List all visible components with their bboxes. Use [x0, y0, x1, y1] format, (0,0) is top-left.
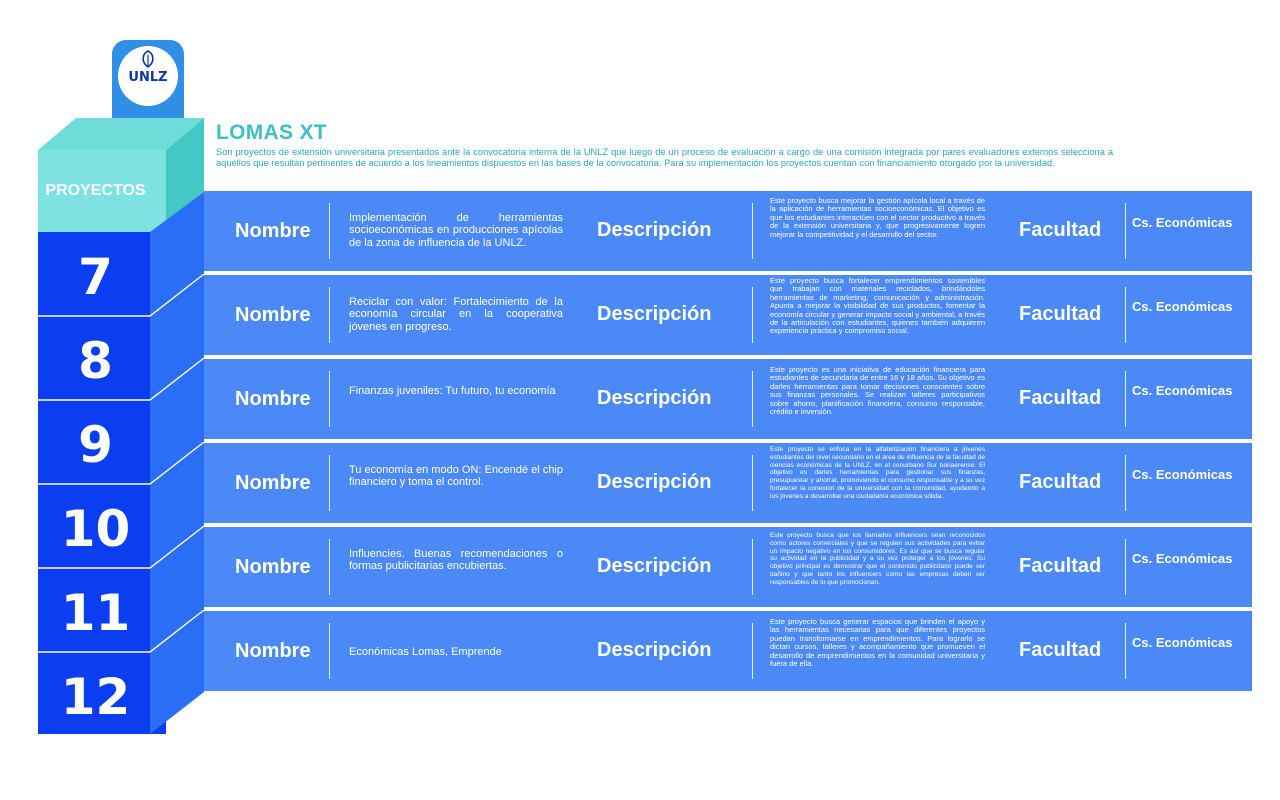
- divider: [329, 203, 330, 259]
- faculty-label: Facultad: [1019, 555, 1102, 577]
- project-faculty: Cs. Económicas: [1132, 299, 1233, 314]
- faculty-label: Facultad: [1019, 219, 1102, 241]
- divider: [329, 539, 330, 595]
- name-label: Nombre: [235, 388, 311, 410]
- divider: [752, 623, 753, 679]
- project-name: Finanzas juveniles: Tu futuro, tu economía: [349, 385, 556, 397]
- project-number: 7: [78, 248, 113, 306]
- divider: [329, 371, 330, 427]
- divider: [329, 287, 330, 343]
- pillar-front: [38, 232, 166, 734]
- project-description: Este proyecto busca fortalecer emprendimientos sostenibles que trabajan con materiales reciclados, brindándoles herramientas de marketing, comunicación y administración. Apunta a mejorar la visibilidad de sus productos, fomentar la economía circular y generar impacto social y ambiental, a través de la articulación con estudiantes, quienes también adquieren experiencia práctica y compromiso social.: [770, 276, 985, 336]
- divider: [752, 539, 753, 595]
- faculty-label: Facultad: [1019, 387, 1102, 409]
- pillar-label: PROYECTOS: [45, 182, 146, 199]
- project-name: Reciclar con valor: Fortalecimiento de la economía circular en la cooperativa jóvenes en progreso.: [349, 296, 563, 333]
- project-faculty: Cs. Económicas: [1132, 467, 1233, 482]
- description-label: Descripción: [597, 387, 712, 409]
- project-row: [204, 527, 1252, 607]
- logo-text: UNLZ: [128, 70, 168, 85]
- divider: [1125, 539, 1126, 595]
- name-label: Nombre: [235, 220, 311, 242]
- page-description: Son proyectos de extensión universitaria presentados ante la convocatoria interna de la UNLZ que luego de un proceso de evaluación a cargo de una comisión integrada por pares evaluadores externos selecciona a aquellos que resultan pertinentes de acuerdo a los lineamientos dispuestos en las bases de la convocatoria. Para su implementación los proyectos cuentan con financiamiento otorgado por la universidad.: [216, 147, 1113, 168]
- project-name: Tu economía en modo ON: Encendé el chip financiero y toma el control.: [349, 464, 563, 489]
- project-description: Este proyecto busca mejorar la gestión apícola local a través de la aplicación de herramientas socioeconómicas. El objetivo es que los estudiantes interactúen con el sector productivo a través de la extensión universitaria y, que progresivamente logren mejorar la competitividad y el desarrollo del sector.: [770, 196, 985, 239]
- project-row: [204, 611, 1252, 691]
- project-description: Este proyecto se enfoca en la alfabetización financiera a jóvenes estudiantes del nivel secundario en el área de influencia de la facultad de ciencias económicas de la UNLZ, en el conurbano Sur bonaerense. El objetivo es darles herramientas para gestionar sus finanzas, presupuestar y ahorrar, promoviendo el consumo responsable y a su vez fortalecer la conexión de la universidad con la comunidad, ayudando a los jóvenes a desarrollar una ciudadanía económica sólida.: [770, 446, 985, 500]
- project-name: Influencies. Buenas recomendaciones o formas publicitarias encubiertas.: [349, 548, 563, 573]
- divider: [1125, 371, 1126, 427]
- divider: [329, 623, 330, 679]
- description-label: Descripción: [597, 471, 712, 493]
- faculty-label: Facultad: [1019, 303, 1102, 325]
- divider: [1125, 203, 1126, 259]
- faculty-label: Facultad: [1019, 471, 1102, 493]
- project-number: 12: [60, 668, 131, 726]
- project-number: 10: [60, 500, 131, 558]
- name-label: Nombre: [235, 640, 311, 662]
- divider: [329, 455, 330, 511]
- project-faculty: Cs. Económicas: [1132, 383, 1233, 398]
- project-description: Este proyecto es una iniciativa de educación financiera para estudiantes de secundaria de entre 16 y 18 años. Su objetivo es darles herramientas para tomar decisiones conscientes sobre sus finanzas personales. Se realizan talleres participativos sobre ahorro, planificación financiera, consumo responsable, crédito e inversión.: [770, 365, 985, 417]
- project-row: [204, 275, 1252, 355]
- project-number: 8: [78, 332, 113, 390]
- name-label: Nombre: [235, 304, 311, 326]
- description-label: Descripción: [597, 555, 712, 577]
- project-number: 11: [60, 584, 131, 642]
- divider: [1125, 287, 1126, 343]
- divider: [752, 455, 753, 511]
- divider: [752, 203, 753, 259]
- project-faculty: Cs. Económicas: [1132, 551, 1233, 566]
- divider: [752, 371, 753, 427]
- faculty-label: Facultad: [1019, 639, 1102, 661]
- name-label: Nombre: [235, 472, 311, 494]
- page-title: LOMAS XT: [216, 121, 327, 144]
- project-name: Implementación de herramientas socioeconómicas en producciones apícolas de la zona de influencia de la UNLZ.: [349, 212, 563, 249]
- project-row: [204, 359, 1252, 439]
- project-faculty: Cs. Económicas: [1132, 635, 1233, 650]
- project-row: [204, 191, 1252, 271]
- project-name: Económicas Lomas, Emprende: [349, 646, 502, 658]
- project-faculty: Cs. Económicas: [1132, 215, 1233, 230]
- project-number: 9: [78, 416, 113, 474]
- description-label: Descripción: [597, 219, 712, 241]
- divider: [1125, 455, 1126, 511]
- description-label: Descripción: [597, 639, 712, 661]
- divider: [752, 287, 753, 343]
- project-description: Este proyecto busca generar espacios que brinden el apoyo y las herramientas necesarias para que diferentes proyectos puedan transformarse en emprendimientos. Para lograrlo se dictan cursos, talleres y acompañamiento que promueven el desarrollo de emprendimientos en la comunidad universitaria y fuera de ella.: [770, 617, 985, 669]
- name-label: Nombre: [235, 556, 311, 578]
- description-label: Descripción: [597, 303, 712, 325]
- project-description: Este proyecto busca que los llamados influencers sean reconocidos como actores comerciales y que se regulen sus actividades para evitar un impacto negativo en los consumidores. Es así que se busca regular su actividad en la publicidad y a su vez proteger a los jóvenes. Su objetivo principal es demostrar que el contenido publicitario puede ser dañino y que tanto los influencers como las empresas deben ser responsables de lo que promocionan.: [770, 532, 985, 586]
- project-row: [204, 443, 1252, 523]
- divider: [1125, 623, 1126, 679]
